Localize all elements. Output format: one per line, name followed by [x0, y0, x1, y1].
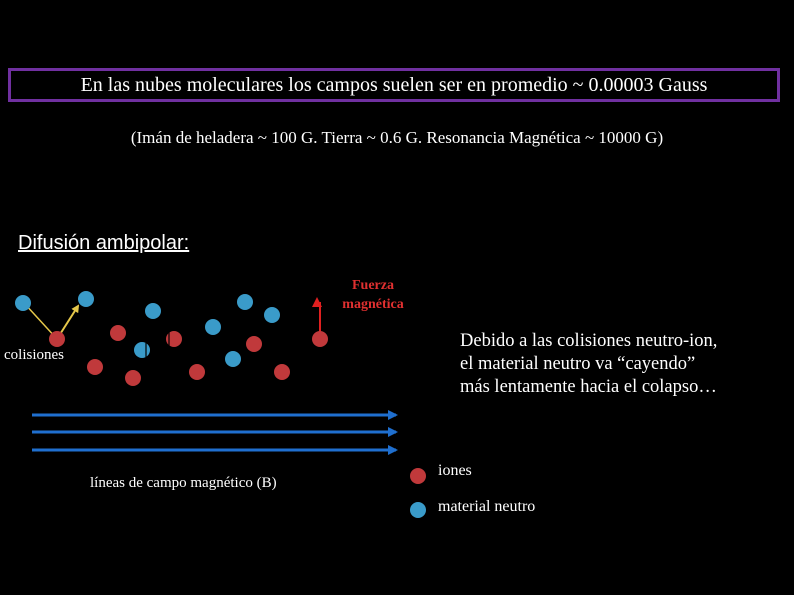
ion-particle: [87, 359, 103, 375]
neutral-particle: [237, 294, 253, 310]
ion-particle: [125, 370, 141, 386]
ion-particle: [189, 364, 205, 380]
neutral-particle: [205, 319, 221, 335]
legend-ion-marker: [410, 468, 426, 484]
neutral-particle: [225, 351, 241, 367]
page-title: En las nubes moleculares los campos suelen ser en promedio ~ 0.00003 Gauss: [80, 73, 708, 96]
legend-neutral-label: material neutro: [438, 498, 536, 515]
field-lines-label: líneas de campo magnético (B): [90, 475, 277, 491]
legend-neutral-marker: [410, 502, 426, 518]
neutral-particle: [78, 291, 94, 307]
explanation-line: el material neutro va “cayendo”: [460, 354, 696, 374]
ion-particle: [312, 331, 328, 347]
ion-particle: [110, 325, 126, 341]
explanation-line: más lentamente hacia el colapso…: [460, 377, 717, 397]
legend-ions-label: iones: [438, 462, 472, 479]
neutral-particle: [145, 303, 161, 319]
neutral-particle: [15, 295, 31, 311]
section-heading: Difusión ambipolar:: [18, 232, 190, 254]
explanation-text: [460, 330, 790, 399]
magnetic-force-label: Fuerza magnética: [342, 278, 404, 312]
collisions-label: colisiones: [4, 347, 64, 363]
ion-particle: [274, 364, 290, 380]
explanation-line: Debido a las colisiones neutro-ion,: [460, 331, 718, 351]
page-subtitle: (Imán de heladera ~ 100 G. Tierra ~ 0.6 G. Resonancia Magnética ~ 10000 G): [130, 128, 664, 147]
ion-particle: [246, 336, 262, 352]
neutral-particle: [264, 307, 280, 323]
neutral-particle: [134, 342, 150, 358]
ion-particle: [49, 331, 65, 347]
